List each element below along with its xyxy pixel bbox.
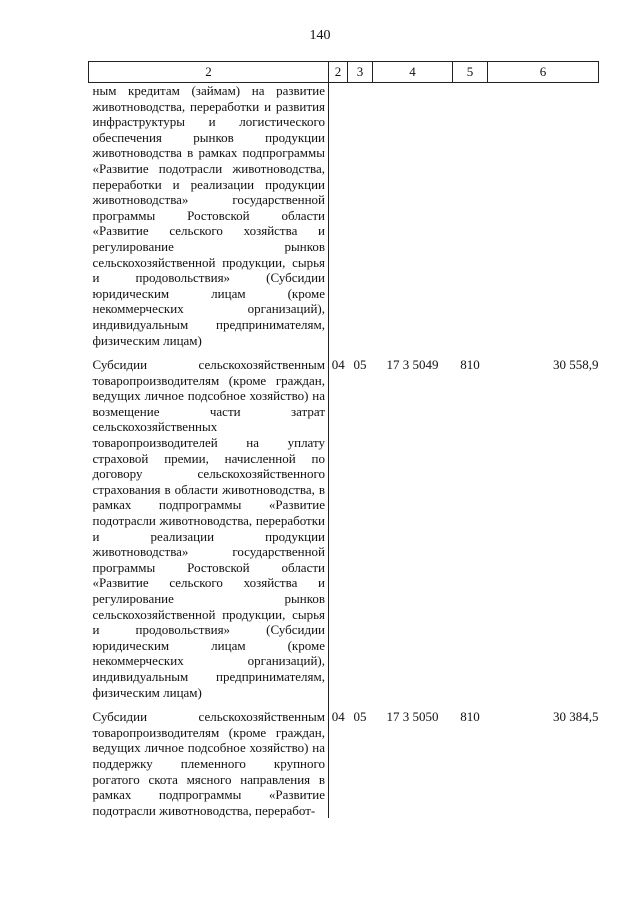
header-cell-section: 2 [329,62,348,83]
header-cell-amount: 6 [488,62,599,83]
header-cell-target-item: 4 [373,62,453,83]
row-description: ным кредитам (займам) на развитие животноводства, переработки и развития инфраструктуры и логистического обеспечения рынков продукции животноводства в рамках подпрограммы «Развитие подотрасли животноводства, переработки и реализации продукции животноводства» государственной программы Ростовской области «Развитие сельского хозяйства и регулирование рынков сельскохозяйственной продукции, сырья и продовольствия» (Субсидии юридическим лицам (кроме некоммерческих организаций), индивидуальным предпринимателям, физическим лицам) [92,83,325,348]
header-cell-expense-type: 5 [453,62,488,83]
row-amount [488,83,599,349]
row-section: 04 [331,709,345,725]
row-expense-type: 810 [460,709,480,725]
row-section: 04 [331,357,345,373]
row-expense-type [453,83,488,349]
row-description: Субсидии сельскохозяйственным товаропроизводителям (кроме граждан, ведущих личное подсобное хозяйство) на возмещение части затрат сельскохозяйственных товаропроизводителей на уплату страховой премии, начисленной по договору сельскохозяйственного страхования в области животноводства, в рамках подпрограммы «Развитие подотрасли животноводства, переработки и реализации продукции животноводства» государственной программы Ростовской области «Развитие сельского хозяйства и регулирование рынков сельскохозяйственной продукции, сырья и продовольствия» (Субсидии юридическим лицам (кроме некоммерческих организаций), индивидуальным предпринимателям, физическим лицам) [92,357,325,700]
row-description: Субсидии сельскохозяйственным товаропроизводителям (кроме граждан, ведущих личное подсобное хозяйство) на поддержку племенного крупного рогатого скота мясного направления в рамках подпрограммы «Развитие подотрасли животноводства, переработ- [92,709,325,818]
row-section [329,83,348,349]
row-amount: 30 384,5 [553,709,599,725]
row-subsection: 05 [353,709,367,725]
row-target-item: 17 3 5049 [386,357,439,373]
row-spacer [89,700,599,709]
row-description-cell [89,83,329,349]
table-header [89,62,599,83]
row-description-cell [89,709,329,818]
row-subsection: 05 [353,357,367,373]
row-spacer [89,348,599,357]
row-target-item: 17 3 5050 [386,709,439,725]
table-row [89,83,599,349]
table-row [89,709,599,818]
budget-table [88,61,599,818]
row-expense-type: 810 [460,357,480,373]
page-number: 140 [309,28,331,43]
row-description-cell [89,357,329,700]
header-row [89,62,599,83]
header-cell-description: 2 [89,62,329,83]
row-subsection [348,83,373,349]
table-row [89,357,599,700]
row-target-item [373,83,453,349]
row-amount: 30 558,9 [553,357,599,373]
header-cell-subsection: 3 [348,62,373,83]
